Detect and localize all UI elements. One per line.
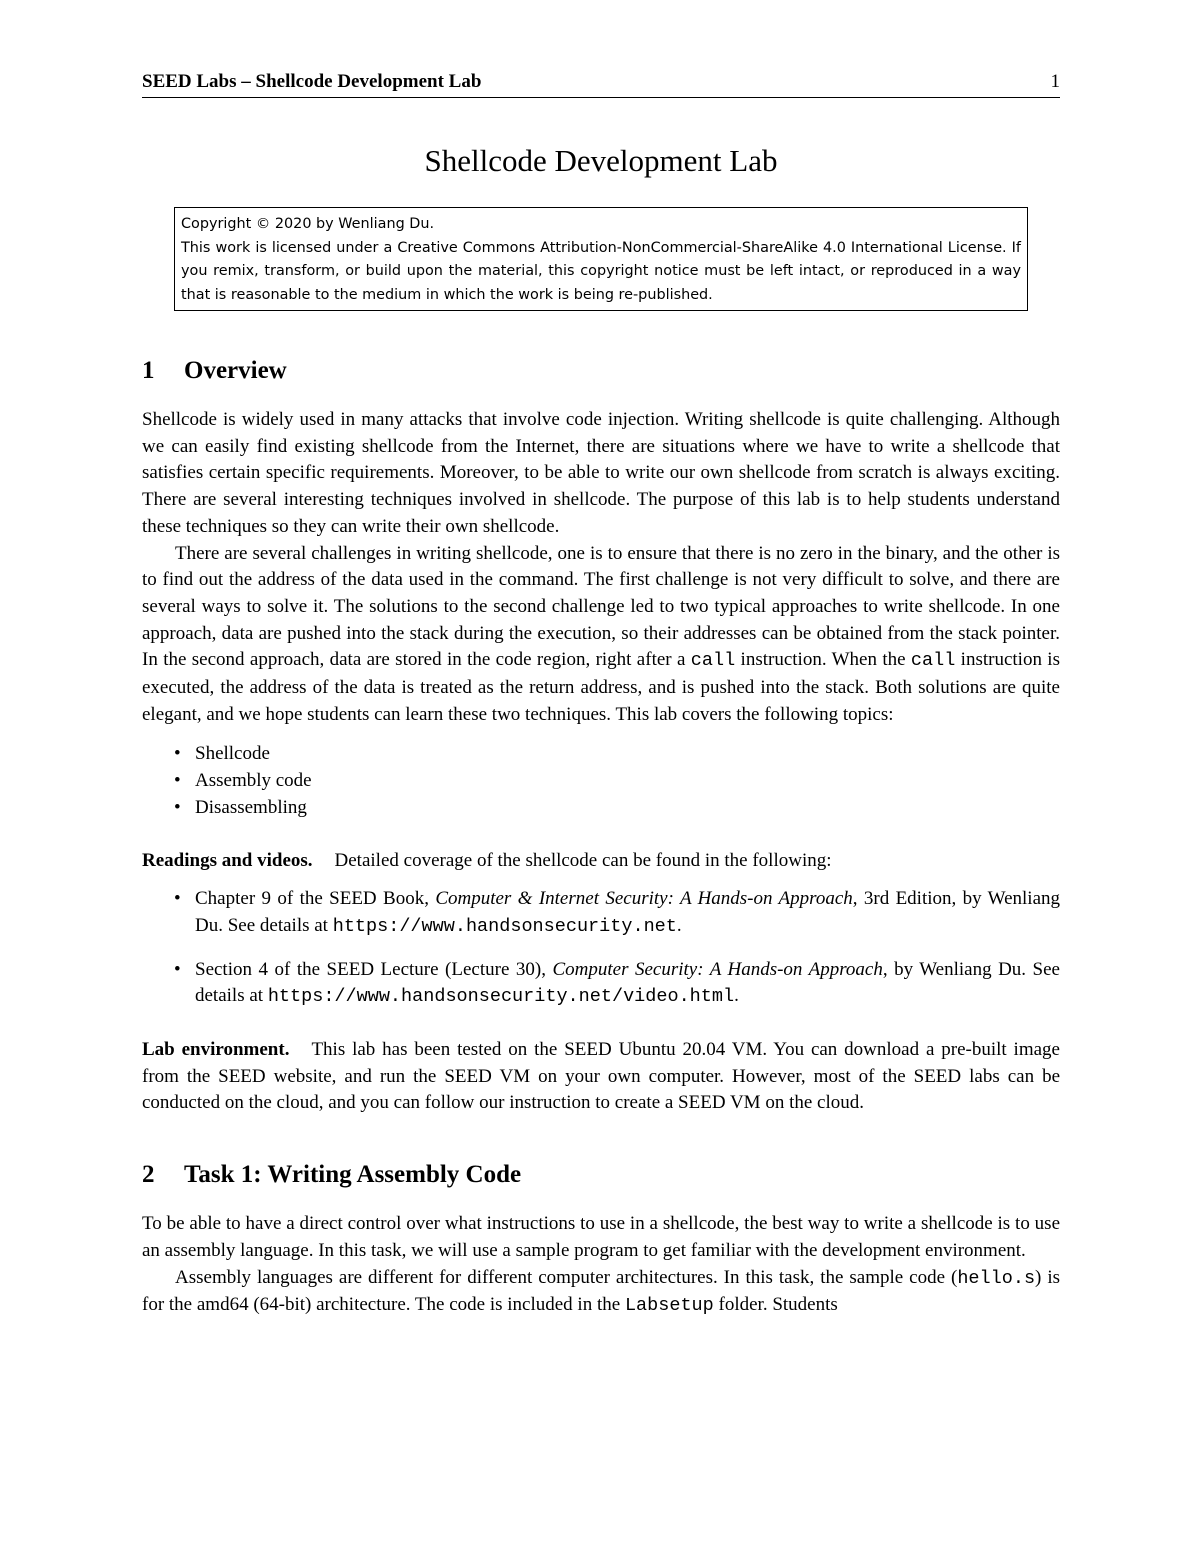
link-url[interactable]: https://www.handsonsecurity.net [332,915,677,937]
overview-paragraph-2 [142,541,1060,729]
list-item [174,957,1060,1011]
text-span: instruction. When the [735,649,911,671]
readings-list [142,886,1060,1011]
text-span: folder. Students [713,1294,838,1316]
readings-intro: Detailed coverage of the shellcode can be found in the following: [334,849,832,871]
inline-code: hello.s [957,1267,1036,1289]
inline-code: call [690,650,736,672]
environment-text: This lab has been tested on the SEED Ubuntu 20.04 VM. You can download a pre-built image from the SEED website, and run the SEED VM on your own computer. However, most of the SEED labs can be conducted on the cloud, and you can follow our instruction to create a SEED VM on the cloud. [142,1039,1060,1114]
section-title: Overview [184,357,287,384]
lecture-title: Computer Security: A Hands-on Approach [552,958,883,980]
header-title: SEED Labs – Shellcode Development Lab [142,71,482,92]
page-number: 1 [1050,71,1060,92]
text-span: Assembly languages are different for different computer architectures. In this task, the sample code ( [175,1266,958,1288]
text-span: There are several challenges in writing shellcode, one is to ensure that there is no zero in the binary, and the other is to find out the address of the data used in the command. The first challenge is not very difficult to solve, and there are several ways to solve it. The solutions to the second challenge led to two typical approaches to write shellcode. In one approach, data are pushed into the stack during the execution, so their addresses can be obtained from the stack pointer. In the second approach, data are stored in the code region, right after a [142,542,1060,671]
document-title: Shellcode Development Lab [424,143,778,178]
text-span: , by Wenliang Du. See details at [195,958,1060,1007]
section-heading-overview [142,355,1060,387]
text-span: instruction is executed, the address of the data is treated as the return address, and is pushed into the stack. Both solutions are quite elegant, and we hope students can learn these two techniques. This lab covers the following topics: [142,649,1060,725]
list-item: • Assembly code [174,768,1060,795]
inline-code: call [910,650,956,672]
task1-paragraph-1: To be able to have a direct control over what instructions to use in a shellcode, the best way to write a shellcode is to use an assembly language. In this task, we will use a sample program to get familiar with the development environment. [142,1213,1060,1261]
inline-code: Labsetup [624,1295,714,1317]
link-url[interactable]: https://www.handsonsecurity.net/video.html [267,986,735,1008]
text-span: Chapter 9 of the SEED Book, [195,888,436,910]
text-span: . [734,985,739,1007]
section-number: 2 [142,1161,155,1189]
task1-paragraph-2 [142,1265,1060,1320]
text-span: . [676,914,682,936]
document-page [142,70,1060,1320]
license-text: This work is licensed under a Creative Commons Attribution-NonCommercial-ShareAlike 4.0 International License. If you remix, transform, or build upon the material, this copyright notice must be left intact, or reproduced in a way that is reasonable to the medium in which the work is being re-published. [181,239,1021,303]
section-title: Task 1: Writing Assembly Code [184,1161,522,1189]
overview-paragraph-1: Shellcode is widely used in many attacks that involve code injection. Writing shellcode is quite challenging. Although we can easily find existing shellcode from the Internet, there are situations where we have to write a shellcode that satisfies certain specific requirements. Moreover, to be able to write our own shellcode from scratch is always exciting. There are several interesting techniques involved in shellcode. The purpose of this lab is to help students understand these techniques so they can write their own shellcode. [142,409,1060,537]
section-heading-task1 [142,1159,1060,1191]
book-title: Computer & Internet Security: A Hands-on Approach [435,888,853,910]
text-span: ) is for the amd64 (64-bit) architecture. The code is included in the [142,1266,1061,1316]
readings-label: Readings and videos. [142,849,313,871]
text-span: , 3rd Edition, by Wenliang Du. See details at [195,888,1060,936]
list-item: • Disassembling [174,795,1060,822]
readings-paragraph [142,848,1060,875]
text-span: Section 4 of the SEED Lecture (Lecture 30), [195,958,553,980]
lab-environment-paragraph [142,1037,1060,1117]
running-header [142,70,1060,98]
section-number: 1 [142,357,155,384]
environment-label: Lab environment. [142,1039,290,1061]
list-item: • Shellcode [174,741,1060,768]
copyright-notice [174,207,1028,311]
list-item [174,886,1060,940]
copyright-line: Copyright © 2020 by Wenliang Du. [181,216,435,232]
topics-list [142,741,1060,821]
